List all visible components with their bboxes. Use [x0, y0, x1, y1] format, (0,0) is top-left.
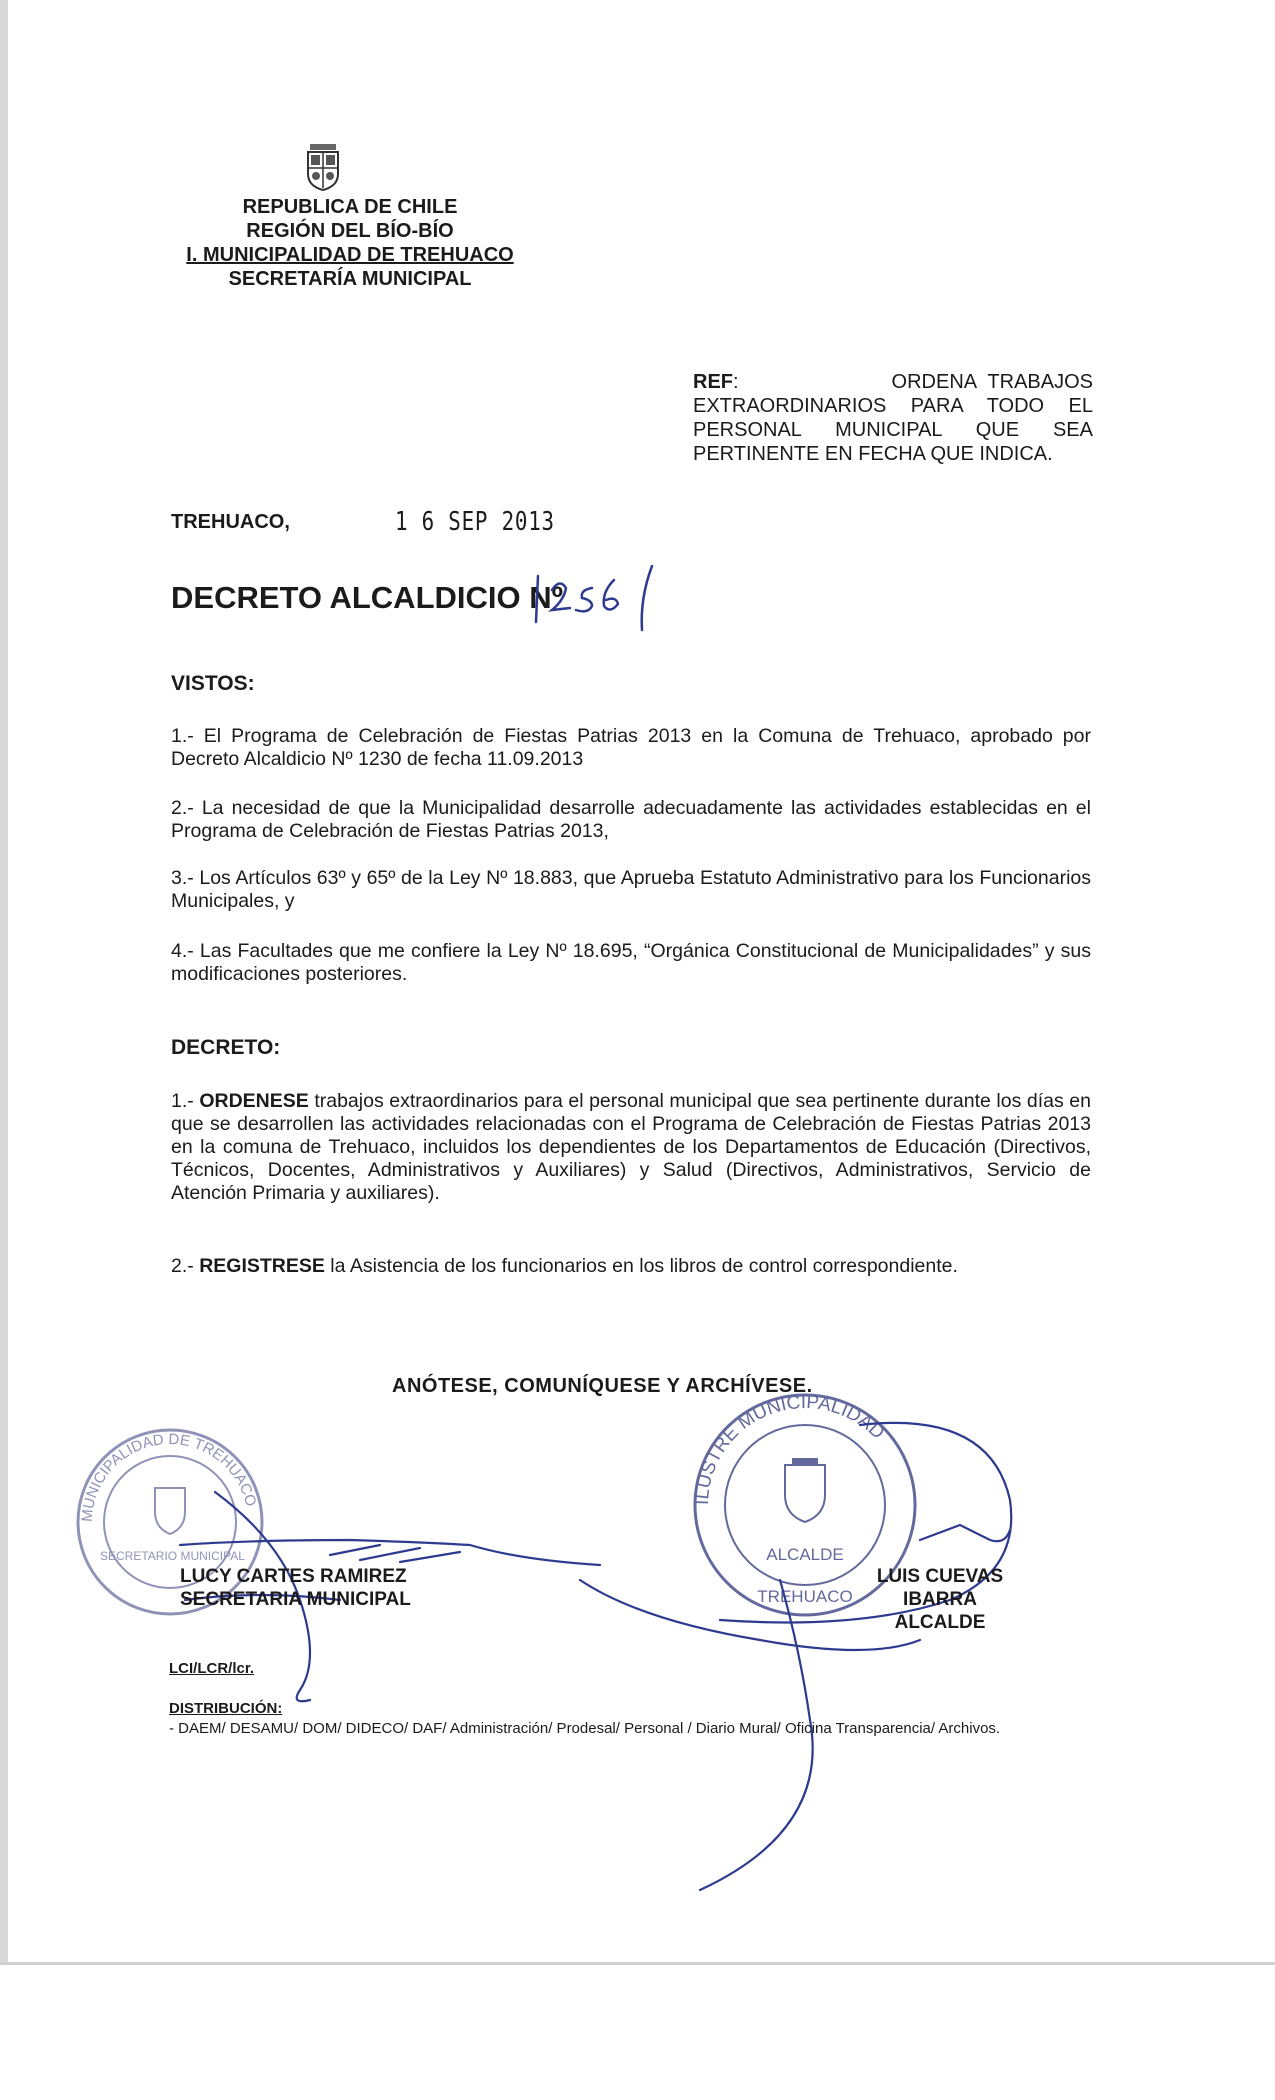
- decreto-item-2-text: la Asistencia de los funcionarios en los libros de control correspondiente.: [324, 1255, 958, 1277]
- ref-word-1: ORDENA: [891, 371, 977, 393]
- right-signature: [580, 1423, 1011, 1890]
- letterhead-country: REPUBLICA DE CHILE: [242, 196, 458, 218]
- typist-initials: LCI/LCR/lcr.: [169, 1660, 255, 1677]
- left-signatory-name: LUCY CARTES RAMIREZ: [180, 1566, 407, 1587]
- left-stamp-ring-text: MUNICIPALIDAD DE TREHUACO: [78, 1430, 260, 1523]
- vistos-item-3: 3.- Los Artículos 63º y 65º de la Ley Nº 18.883, que Aprueba Estatuto Administrativo para los Funcionarios Municipales, y: [171, 867, 1091, 912]
- vistos-item-2: 2.- La necesidad de que la Municipalidad desarrolle adecuadamente las actividades establecidas en el Programa de Celebración de Fiestas Patrias 2013,: [171, 797, 1091, 842]
- decreto-item-2-verb: REGISTRESE: [199, 1255, 325, 1277]
- decreto-item-1-text: trabajos extraordinarios para el personal municipal que sea pertinente durante los días en que se desarrollen las actividades relacionadas con el Programa de Celebración de Fiestas Patrias 2013 en la comuna de Trehuaco, incluidos los dependientes de los Departamentos de Educación (Directivos, Técnicos, Docentes, Administrativos y Auxiliares) y Salud (Directivos, Administrativos, Servicio de Atención Primaria y auxiliares).: [171, 1090, 1091, 1204]
- distribution-list: - DAEM/ DESAMU/ DOM/ DIDECO/ DAF/ Administración/ Prodesal/ Personal / Diario Mural/ Oficina Transparencia/ Archivos.: [169, 1720, 1001, 1737]
- ref-line-2: EXTRAORDINARIOS PARA TODO EL: [693, 395, 1093, 417]
- ref-line-4: PERTINENTE EN FECHA QUE INDICA.: [693, 443, 1053, 465]
- letterhead-municipality: I. MUNICIPALIDAD DE TREHUACO: [186, 244, 514, 266]
- decreto-heading: DECRETO:: [171, 1036, 281, 1059]
- place: TREHUACO,: [171, 511, 290, 533]
- date-stamp: 1 6 SEP 2013: [395, 507, 555, 537]
- svg-text:MUNICIPALIDAD DE TREHUACO: [79, 1431, 260, 1523]
- decreto-item-1-prefix: 1.-: [171, 1090, 200, 1112]
- decreto-item-2-prefix: 2.-: [171, 1255, 200, 1277]
- vistos-heading: VISTOS:: [171, 672, 255, 695]
- vistos-item-4: 4.- Las Facultades que me confiere la Ley Nº 18.695, “Orgánica Constitucional de Municipalidades” y sus modificaciones posteriores.: [171, 940, 1091, 985]
- decreto-item-1: [171, 1090, 1091, 1205]
- ref-line-3: PERSONAL MUNICIPAL QUE SEA: [693, 419, 1093, 441]
- left-stamp-center-text: SECRETARIO MUNICIPAL: [100, 1549, 245, 1563]
- ref-label: REF: [693, 371, 733, 393]
- letterhead-region: REGIÓN DEL BÍO-BÍO: [246, 220, 454, 242]
- distribution-label: DISTRIBUCIÓN:: [169, 1700, 283, 1717]
- scan-edge: [0, 0, 8, 1965]
- right-stamp-center-text: ALCALDE: [766, 1545, 844, 1564]
- ref-line-1: REF: ORDENA TRABAJOS: [693, 371, 1093, 393]
- decreto-item-1-verb: ORDENESE: [199, 1090, 309, 1112]
- letterhead: [150, 195, 550, 291]
- left-signatory: [180, 1565, 411, 1611]
- svg-text:ILUSTRE MUNICIPALIDAD: [692, 1392, 888, 1505]
- letterhead-office: SECRETARÍA MUNICIPAL: [228, 268, 472, 290]
- right-stamp-ring-text: ILUSTRE MUNICIPALIDAD: [691, 1391, 889, 1506]
- right-signatory-name: LUIS CUEVAS IBARRA: [876, 1566, 1004, 1610]
- ref-word-2: TRABAJOS: [987, 371, 1093, 393]
- decree-title: DECRETO ALCALDICIO Nº: [171, 580, 563, 615]
- decreto-item-2: [171, 1255, 1091, 1278]
- left-signatory-title: SECRETARIA MUNICIPAL: [180, 1589, 411, 1610]
- right-signatory: [840, 1565, 1040, 1634]
- vistos-item-1: 1.- El Programa de Celebración de Fiestas Patrias 2013 en la Comuna de Trehuaco, aprobado por Decreto Alcaldicio Nº 1230 de fecha 11.09.2013: [171, 725, 1091, 770]
- municipal-crest-icon: [296, 140, 350, 194]
- handwritten-decree-number: [530, 558, 670, 638]
- scan-bottom-edge: [0, 1962, 1275, 1965]
- closing-formula: ANÓTESE, COMUNÍQUESE Y ARCHÍVESE.: [392, 1375, 813, 1397]
- right-stamp-bottom-text: TREHUACO: [757, 1587, 853, 1606]
- reference-block: [693, 370, 1093, 466]
- right-signatory-title: ALCALDE: [894, 1612, 986, 1633]
